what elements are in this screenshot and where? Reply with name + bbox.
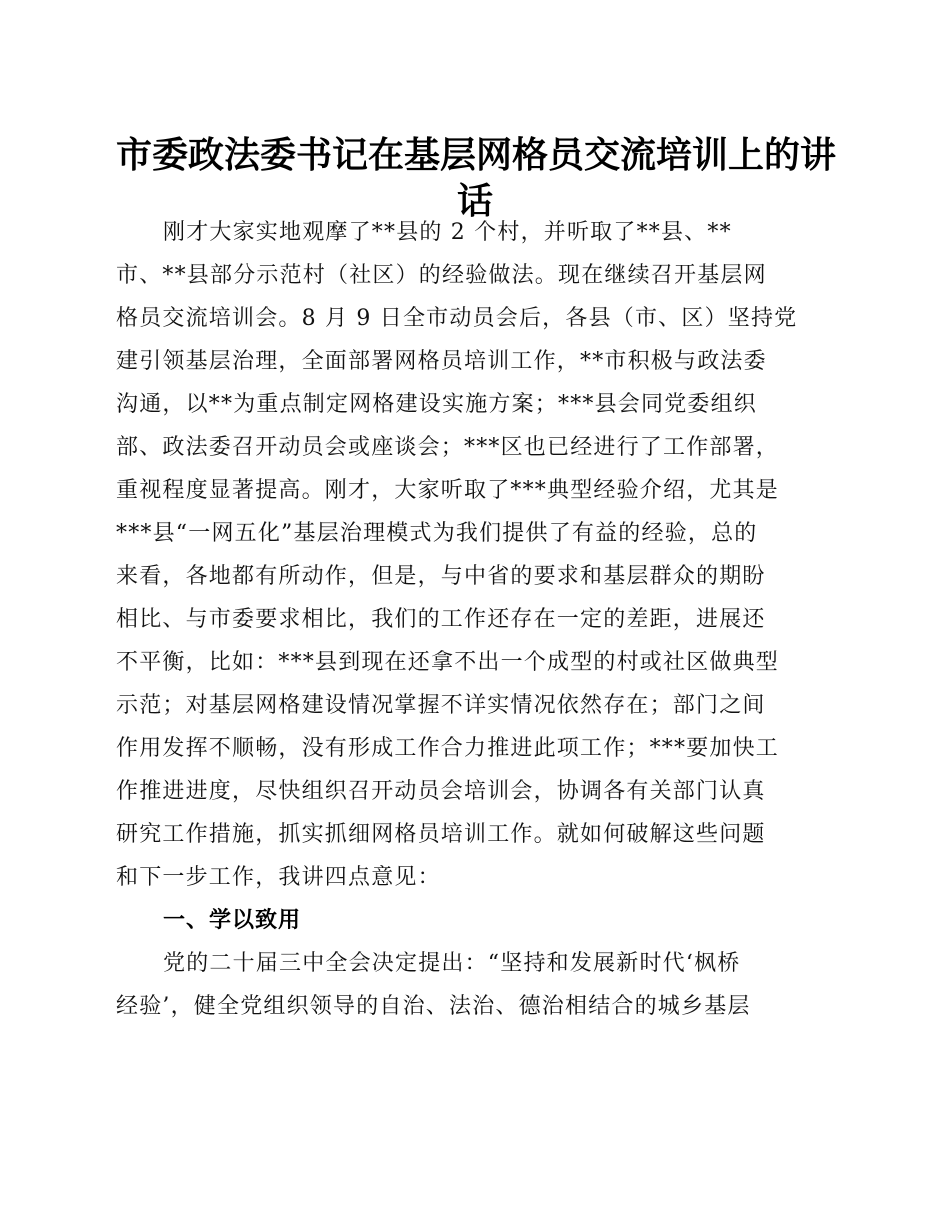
paragraph-line: 和下一步工作，我讲四点意见： (116, 865, 441, 890)
paragraph-line: 沟通，以**为重点制定网格建设实施方案；***县会同党委组织 (116, 392, 758, 417)
paragraph-line: 建引领基层治理，全面部署网格员培训工作，**市积极与政法委 (116, 349, 767, 374)
paragraph-line: 党的二十届三中全会决定提出：“坚持和发展新时代‘枫桥 (163, 951, 741, 976)
title-line-1: 市委政法委书记在基层网格员交流培训上的讲 (116, 134, 837, 176)
document-title (116, 132, 837, 224)
title-line-2: 话 (456, 180, 493, 222)
paragraph-line: 示范；对基层网格建设情况掌握不详实情况依然存在；部门之间 (116, 693, 766, 718)
paragraph-line: ***县“一网五化”基层治理模式为我们提供了有益的经验，总的 (116, 521, 758, 546)
paragraph-line: 经验’，健全党组织领导的自治、法治、德治相结合的城乡基层 (116, 994, 751, 1019)
paragraph-line: 刚才大家实地观摩了**县的 2 个村，并听取了**县、** (163, 220, 732, 245)
paragraph-line: 不平衡，比如：***县到现在还拿不出一个成型的村或社区做典型 (116, 650, 780, 675)
paragraph-line: 作用发挥不顺畅，没有形成工作合力推进此项工作；***要加快工 (116, 736, 780, 761)
paragraph-line: 来看，各地都有所动作，但是，与中省的要求和基层群众的期盼 (116, 564, 766, 589)
paragraph-line: 部、政法委召开动员会或座谈会；***区也已经进行了工作部署， (116, 435, 780, 460)
paragraph-line: 格员交流培训会。8 月 9 日全市动员会后，各县（市、区）坚持党 (116, 306, 798, 331)
paragraph-line: 研究工作措施，抓实抓细网格员培训工作。就如何破解这些问题 (116, 822, 766, 847)
paragraph-line: 作推进进度，尽快组织召开动员会培训会，协调各有关部门认真 (116, 779, 766, 804)
paragraph-line: 相比、与市委要求相比，我们的工作还存在一定的差距，进展还 (116, 607, 766, 632)
section-heading: 一、学以致用 (163, 908, 302, 933)
paragraph-line: 重视程度显著提高。刚才，大家听取了***典型经验介绍，尤其是 (116, 478, 780, 503)
paragraph-line: 市、**县部分示范村（社区）的经验做法。现在继续召开基层网 (116, 263, 767, 288)
